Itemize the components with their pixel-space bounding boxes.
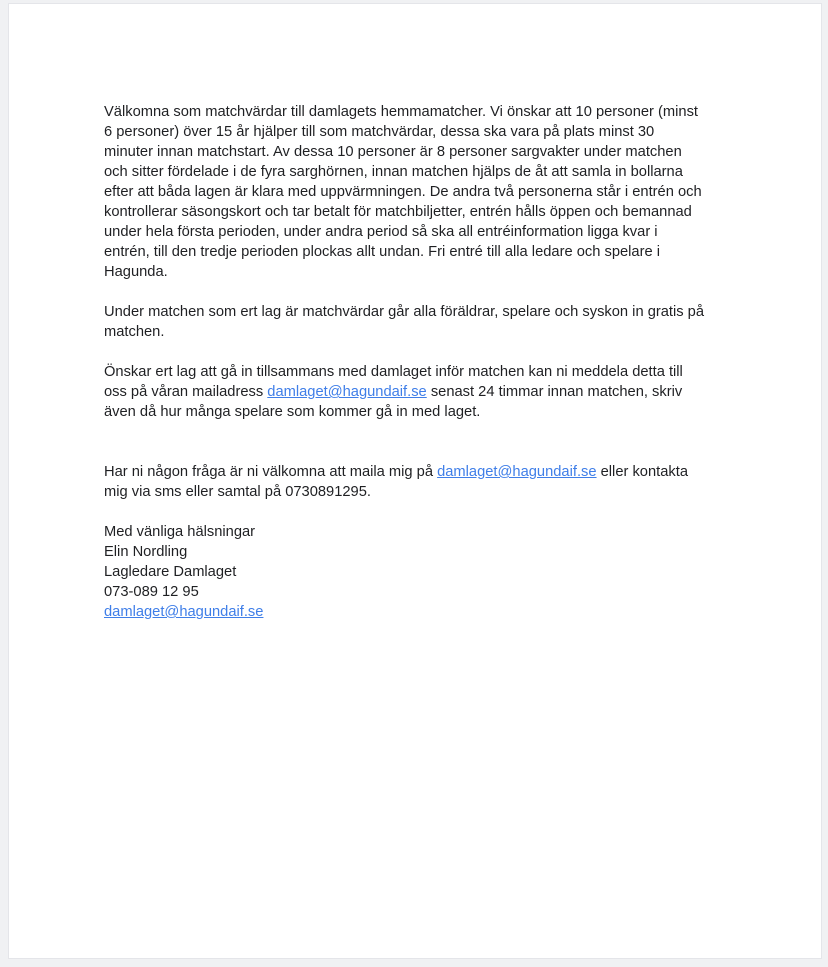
text-line xyxy=(104,122,729,142)
text-line xyxy=(104,382,729,402)
text-segment: matchen. xyxy=(104,324,165,340)
text-line xyxy=(104,142,729,162)
text-line xyxy=(104,222,729,242)
text-segment: 6 personer) över 15 år hjälper till som matchvärdar, dessa ska vara på plats minst 30 xyxy=(104,124,655,140)
text-segment: senast 24 timmar innan matchen, skriv xyxy=(426,384,683,400)
text-line xyxy=(104,182,729,202)
text-line xyxy=(104,302,729,322)
email-page xyxy=(8,3,822,959)
text-segment: mig via sms eller samtal på 0730891295. xyxy=(104,484,371,500)
email-address-link[interactable]: damlaget@hagundaif.se xyxy=(104,604,264,620)
text-line xyxy=(104,542,729,562)
text-line xyxy=(104,362,729,382)
text-line xyxy=(104,582,729,602)
text-line xyxy=(104,602,729,622)
text-line xyxy=(104,462,729,482)
text-segment: entrén, till den tredje perioden plockas allt undan. Fri entré till alla ledare och spelare i xyxy=(104,244,660,260)
text-segment: Hagunda. xyxy=(104,264,168,280)
text-line xyxy=(104,162,729,182)
text-line xyxy=(104,482,729,502)
text-segment: Elin Nordling xyxy=(104,544,188,560)
text-segment: Önskar ert lag att gå in tillsammans med damlaget inför matchen kan ni meddela detta till xyxy=(104,364,683,380)
text-line xyxy=(104,242,729,262)
text-segment: Välkomna som matchvärdar till damlagets hemmamatcher. Vi önskar att 10 personer (minst xyxy=(104,104,699,120)
text-segment: Har ni någon fråga är ni välkomna att maila mig på xyxy=(104,464,438,480)
text-line xyxy=(104,322,729,342)
text-line xyxy=(104,102,729,122)
text-segment: oss på våran mailadress xyxy=(104,384,268,400)
text-segment: och sitter fördelade i de fyra sarghörnen, innan matchen hjälps de åt att samla in bollarna xyxy=(104,164,683,180)
email-address-link[interactable]: damlaget@hagundaif.se xyxy=(437,464,597,480)
text-segment: Med vänliga hälsningar xyxy=(104,524,256,540)
text-line xyxy=(104,562,729,582)
paragraph-free-entry xyxy=(104,302,729,342)
text-segment: under hela första perioden, under andra period så ska all entréinformation ligga kvar i xyxy=(104,224,658,240)
text-segment: eller kontakta xyxy=(596,464,688,480)
paragraph-joint-entry xyxy=(104,362,729,422)
text-segment: även då hur många spelare som kommer gå in med laget. xyxy=(104,404,481,420)
text-segment: Lagledare Damlaget xyxy=(104,564,237,580)
text-line xyxy=(104,262,729,282)
paragraph-signature xyxy=(104,522,729,622)
text-line xyxy=(104,202,729,222)
text-segment: kontrollerar säsongskort och tar betalt för matchbiljetter, entrén hålls öppen och bemannad xyxy=(104,204,692,220)
text-segment: Under matchen som ert lag är matchvärdar går alla föräldrar, spelare och syskon in gratis på xyxy=(104,304,705,320)
paragraph-intro xyxy=(104,102,729,282)
text-segment: minuter innan matchstart. Av dessa 10 personer är 8 personer sargvakter under matchen xyxy=(104,144,682,160)
text-line xyxy=(104,402,729,422)
text-segment: 073-089 12 95 xyxy=(104,584,199,600)
paragraph-contact xyxy=(104,462,729,502)
text-segment: efter att båda lagen är klara med uppvärmningen. De andra två personerna står i entrén och xyxy=(104,184,702,200)
email-body xyxy=(9,4,809,622)
email-address-link[interactable]: damlaget@hagundaif.se xyxy=(267,384,427,400)
text-line xyxy=(104,522,729,542)
